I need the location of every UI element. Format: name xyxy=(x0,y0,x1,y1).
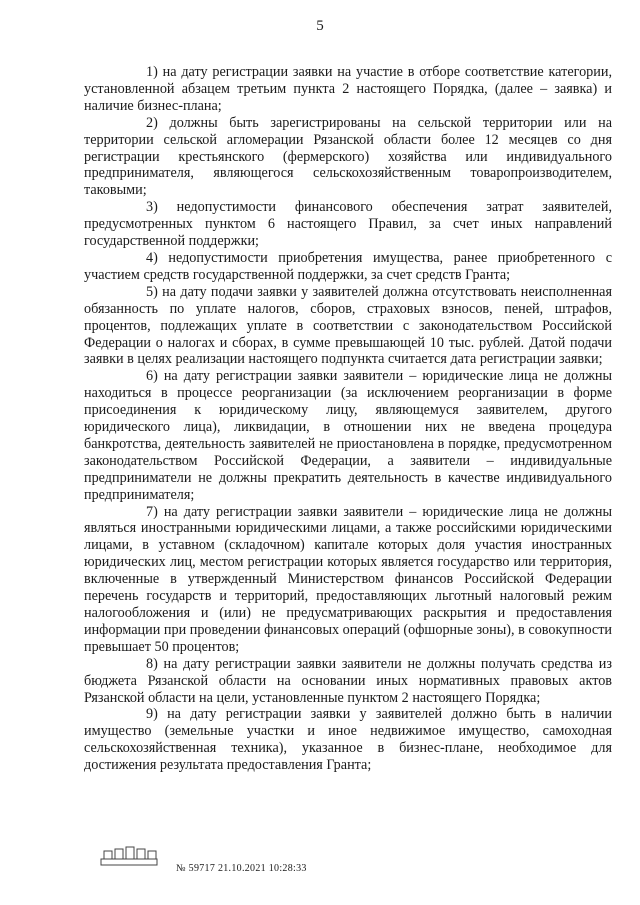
document-body xyxy=(84,64,612,774)
paragraph-7: 7) на дату регистрации заявки заявители – юридические лица не должны являться иностранными юридическими лицами, а также российскими юридическими лицами, в уставном (складочном) капитале которых доля участия иностранных юридических лиц, местом регистрации которых является государство или территория, включенные в утвержденный Министерством финансов Российской Федерации перечень государств и территорий, предоставляющих льготный налоговый режим налогообложения и (или) не предусматривающих раскрытия и предоставления информации при проведении финансовых операций (офшорные зоны), в совокупности превышает 50 процентов; xyxy=(84,503,612,655)
registration-number: № 59717 21.10.2021 10:28:33 xyxy=(176,863,307,874)
paragraph-8: 8) на дату регистрации заявки заявители не должны получать средства из бюджета Рязанской области на основании иных нормативных правовых актов Рязанской области на цели, установленные пунктом 2 настоящего Порядка; xyxy=(84,655,612,706)
paragraph-3: 3) недопустимости финансового обеспечения затрат заявителей, предусмотренных пунктом 6 настоящего Правил, за счет иных направлений государственной поддержки; xyxy=(84,199,612,250)
paragraph-9: 9) на дату регистрации заявки у заявителей должно быть в наличии имущество (земельные участки и иное недвижимое имущество, самоходная сельскохозяйственная техника), указанное в бизнес-плане, необходимое для достижения результата предоставления Гранта; xyxy=(84,706,612,774)
paragraph-4: 4) недопустимости приобретения имущества, ранее приобретенного с участием средств государственной поддержки, за счет средств Гранта; xyxy=(84,249,612,283)
paragraph-1: 1) на дату регистрации заявки на участие в отборе соответствие категории, установленной абзацем третьим пункта 2 настоящего Порядка, (далее – заявка) и наличие бизнес-плана; xyxy=(84,64,612,114)
page-number: 5 xyxy=(316,18,324,34)
paragraph-5: 5) на дату подачи заявки у заявителей должна отсутствовать неисполненная обязанность по уплате налогов, сборов, страховых взносов, пеней, штрафов, процентов, подлежащих уплате в соответствии с законодательством Российской Федерации о налогах и сборах, в сумме превышающей 10 тыс. рублей. Датой подачи заявки в целях реализации настоящего подпункта считается дата регистрации заявки; xyxy=(84,283,612,368)
registration-stamp-icon xyxy=(100,845,160,867)
paragraph-6: 6) на дату регистрации заявки заявители – юридические лица не должны находиться в процессе реорганизации (за исключением реорганизации в форме присоединения к юридическому лицу, являющемуся заявителем, другого юридического лица), ликвидации, в отношении них не введена процедура банкротства, деятельность заявителей не приостановлена в порядке, предусмотренном законодательством Российской Федерации, а заявители – индивидуальные предприниматели не должны прекратить деятельность в качестве индивидуального предпринимателя; xyxy=(84,368,612,503)
paragraph-2: 2) должны быть зарегистрированы на сельской территории или на территории сельской агломерации Рязанской области более 12 месяцев со дня регистрации крестьянского (фермерского) хозяйства или индивидуального предпринимателя, являющегося сельскохозяйственным товаропроизводителем, таковыми; xyxy=(84,114,612,199)
